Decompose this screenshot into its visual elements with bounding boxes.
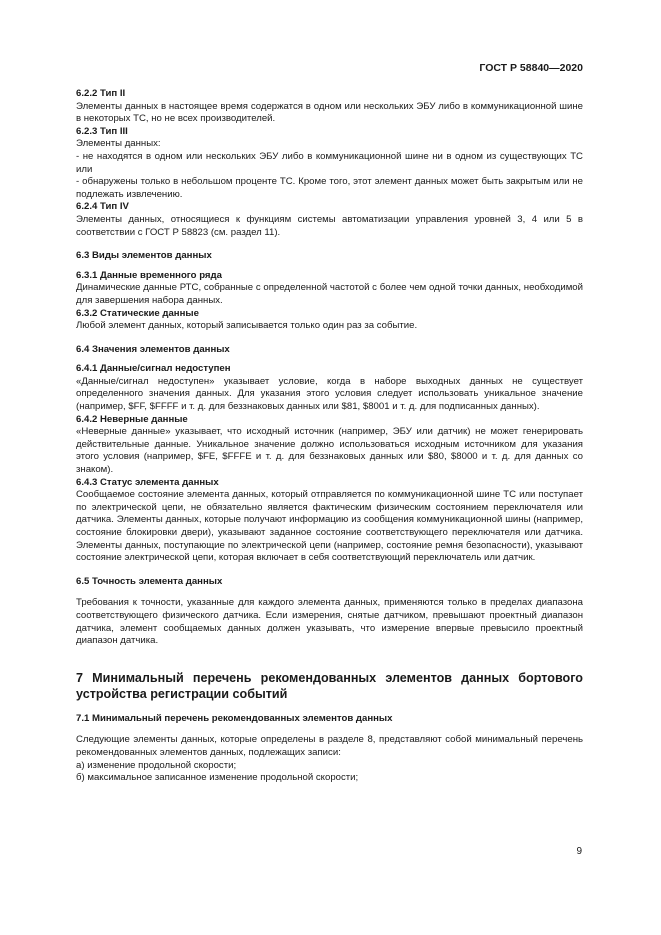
paragraph: Динамические данные РТС, собранные с определенной частотой с более чем одной точки данных, необходимой для завершения набора данных. [76, 282, 583, 306]
paragraph: - обнаружены только в небольшом проценте ТС. Кроме того, этот элемент данных может быть закрытым или не подлежать извлечению. [76, 176, 583, 200]
chapter-heading: 7 Минимальный перечень рекомендованных элементов данных бортового устройства регистрации событий [76, 670, 583, 701]
document-body [76, 88, 583, 785]
paragraph: - не находятся в одном или нескольких ЭБУ либо в коммуникационной шине ни в одном из существующих ТС или [76, 150, 583, 175]
section-heading: 6.4 Значения элементов данных [76, 343, 230, 355]
paragraph: Любой элемент данных, который записывается только один раз за событие. [76, 320, 418, 332]
section-heading: 7.1 Минимальный перечень рекомендованных элементов данных [76, 712, 393, 724]
section-heading: 6.5 Точность элемента данных [76, 575, 223, 587]
paragraph: «Данные/сигнал недоступен» указывает условие, когда в наборе выходных данных не существует определенного значения данных. Для указания этого условия следует использовать уникальное значение (например, $FF, $FFFF и т. д. для беззнаковых данных или $81, $8001 и т. д. для подписанных данных). [76, 375, 583, 413]
subsection-heading: 6.3.1 Данные временного ряда [76, 269, 222, 281]
subsection-heading: 6.3.2 Статические данные [76, 307, 199, 319]
subsection-heading: 6.2.3 Тип III [76, 125, 128, 137]
paragraph: Требования к точности, указанные для каждого элемента данных, применяются только в пределах диапазона соответствующего физического датчика. Если измерения, снятые датчиком, превышают проектный диапазон датчика, элемент сообщаемых данных должен указывать, что измерение впервые превысило проектный диапазон датчика. [76, 597, 583, 647]
subsection-heading: 6.2.2 Тип II [76, 88, 126, 99]
section-heading: 6.3 Виды элементов данных [76, 250, 212, 262]
paragraph: Сообщаемое состояние элемента данных, который отправляется по коммуникационной шине ТС или поступает по электрической цепи, не обязательно является фактическим физическим состоянием переключателя или датчика. Элементы данных, которые получают информацию из сообщения коммуникационной шины (например, состояние блокировки двери), указывают заданное состояние соответствующего переключателя или датчика. Элементы данных, поступающие по электрической цепи (например, состояние ремня безопасности), указывают состояние электрической цепи, которая включает в себя соответствующий переключатель или датчик. [76, 489, 583, 564]
paragraph: а) изменение продольной скорости; [76, 759, 237, 771]
paragraph: б) максимальное записанное изменение продольной скорости; [76, 772, 359, 784]
subsection-heading: 6.4.1 Данные/сигнал недоступен [76, 363, 231, 375]
paragraph: «Неверные данные» указывает, что исходный источник (например, ЭБУ или датчик) не может генерировать действительные данные. Уникальное значение должно использоваться исходным источником для указания этого условия (например, $FE, $FFFE и т. д. для беззнаковых данных или $80, $8000 и т. д. для данных со знаком). [76, 426, 583, 476]
subsection-heading: 6.4.2 Неверные данные [76, 413, 188, 425]
subsection-heading: 6.2.4 Тип IV [76, 201, 129, 213]
paragraph: Элементы данных, относящиеся к функциям системы автоматизации управления уровней 3, 4 или 5 в соответствии с ГОСТ Р 58823 (см. раздел 11). [76, 213, 583, 238]
paragraph: Элементы данных в настоящее время содержатся в одном или нескольких ЭБУ либо в коммуникационной шине в некоторых ТС, но не всех производителей. [76, 100, 583, 125]
standard-code-header: ГОСТ Р 58840—2020 [479, 62, 583, 74]
paragraph: Следующие элементы данных, которые определены в разделе 8, представляют собой минимальный перечень рекомендованных элементов данных, подлежащих записи: [76, 734, 583, 758]
page-number: 9 [576, 846, 582, 857]
paragraph: Элементы данных: [76, 138, 161, 150]
subsection-heading: 6.4.3 Статус элемента данных [76, 476, 219, 488]
